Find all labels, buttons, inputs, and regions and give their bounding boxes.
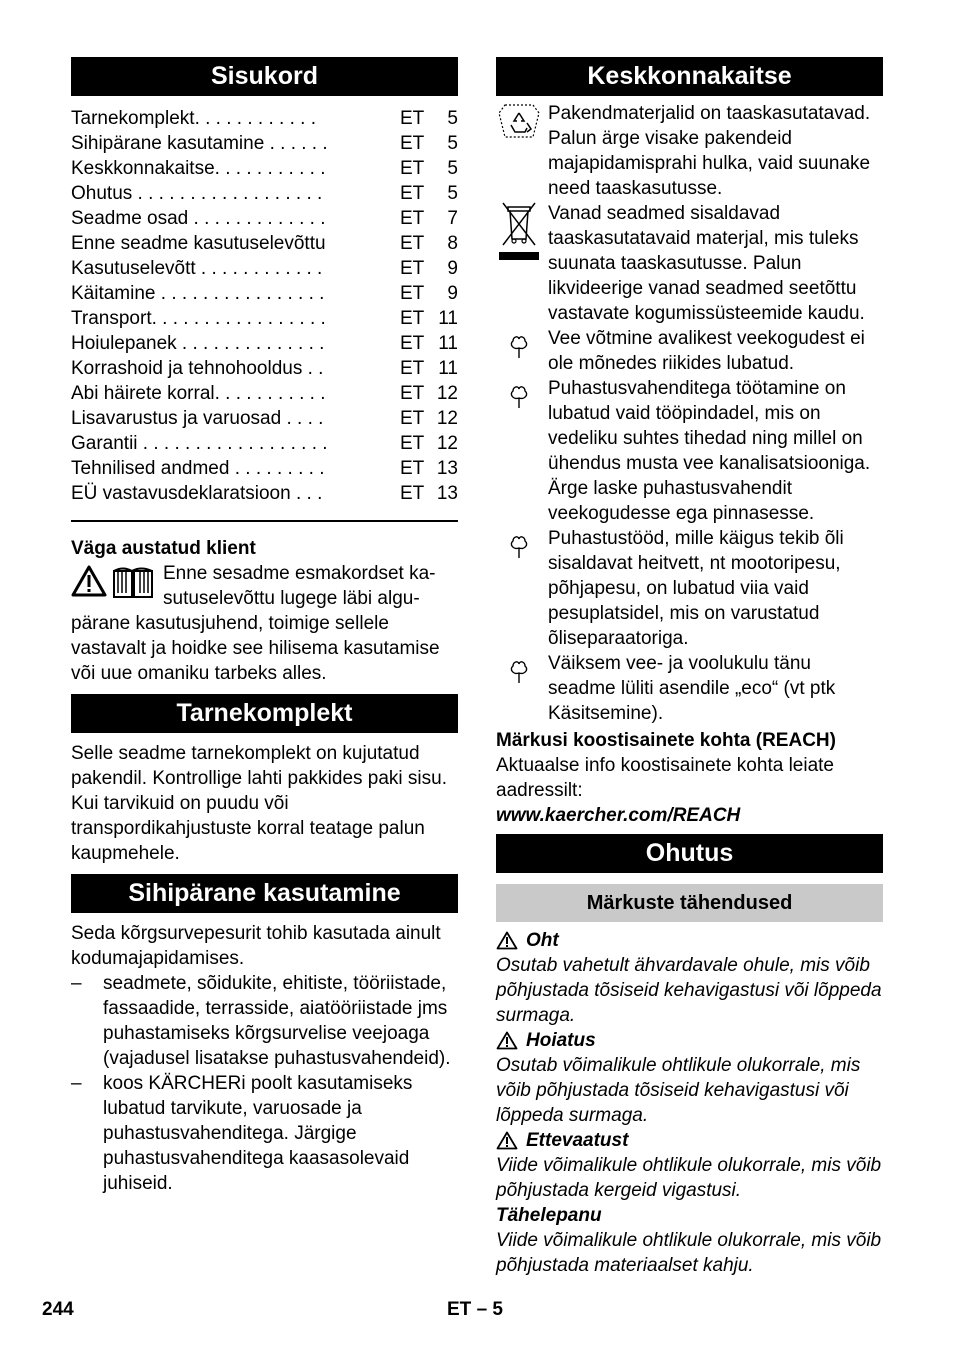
environment-text: Vanad seadmed sisaldavad taaskasutatavaid materjal, mis tuleks suunata taaskasutusse. Palun likvideerige vanad seadmed seetõttu vastavate kogumissüsteemide kaudu. [548, 203, 865, 324]
toc-row[interactable] [71, 331, 458, 356]
toc-row[interactable] [71, 306, 458, 331]
note-item [496, 1128, 883, 1203]
toc-entry-lang: ET [400, 258, 425, 279]
toc-entry-page: 9 [447, 283, 458, 304]
toc-entry-title [71, 306, 347, 331]
toc-entry-page: 5 [447, 183, 458, 204]
sihiparane-list [71, 971, 458, 1196]
leaf-icon [496, 376, 542, 410]
toc-title-text: Seadme osad [71, 208, 189, 229]
toc-entry-page: 5 [447, 133, 458, 154]
toc-entry-title [71, 156, 347, 181]
toc-entry-lang: ET [400, 183, 425, 204]
toc-title-text: Enne seadme kasutuselevõttu [71, 233, 326, 254]
left-column [71, 57, 458, 1196]
toc-title-text: Ohutus [71, 183, 133, 204]
toc-leader-dots: . . . . . . . . . [229, 458, 325, 479]
intro-line1: Enne sesadme esmakordset ka- [163, 563, 436, 584]
note-item [496, 1203, 883, 1278]
environment-text: Pakendmaterjalid on taaskasutatavad. Palun ärge visake pakendeid majapidamisprahi hulka, vaid suunake need taaskasutusse. [548, 103, 871, 199]
toc-entry-lang: ET [400, 408, 425, 429]
note-label: Ettevaatust [526, 1130, 629, 1151]
toc-heading: Sisukord [71, 57, 458, 96]
toc-entry-lang: ET [400, 158, 425, 179]
markuste-subheading: Märkuste tähendused [496, 884, 883, 922]
note-label: Hoiatus [526, 1030, 596, 1051]
note-text: Osutab võimalikule ohtlikule olukorrale, mis võib põhjustada tõsiseid kehavigastusi või lõppeda surmaga. [496, 1055, 861, 1126]
toc-entry-lang: ET [400, 433, 425, 454]
toc-entry-page: 11 [438, 358, 458, 379]
toc-entry-page: 8 [447, 233, 458, 254]
toc-row[interactable] [71, 256, 458, 281]
toc-entry-page: 11 [438, 333, 458, 354]
toc-entry-lang: ET [400, 333, 425, 354]
toc-entry-title [71, 456, 347, 481]
read-manual-icon [111, 565, 155, 601]
environment-item [496, 526, 883, 651]
note-label: Oht [526, 930, 559, 951]
note-text: Viide võimalikule ohtlikule olukorrale, mis võib põhjustada kergeid vigastusi. [496, 1155, 882, 1201]
toc-row[interactable] [71, 431, 458, 456]
toc-title-text: EÜ vastavusdeklaratsioon [71, 483, 291, 504]
toc-row[interactable] [71, 456, 458, 481]
toc-entry-lang: ET [400, 108, 425, 129]
toc-title-text: Garantii [71, 433, 138, 454]
environment-item [496, 651, 883, 726]
list-item: – koos KÄRCHERi poolt kasutamiseks lubatud tarvikute, varuosade ja puhastusvahenditega. Järgige puhastusvahenditega kaasasolevaid juhiseid. [71, 1071, 458, 1196]
toc-row[interactable] [71, 406, 458, 431]
toc-entry-page: 12 [436, 383, 458, 404]
toc-entry-title [71, 106, 347, 131]
toc-leader-dots: . . . . . . . . . . . . . . . . . . [137, 433, 328, 454]
toc-leader-dots: . . . . . . . . . . . [214, 383, 326, 404]
tarnekomplekt-p1: Selle seadme tarnekomplekt on kujutatud pakendil. Kontrollige lahti pakkides paki sisu. [71, 743, 447, 789]
leaf-icon [496, 526, 542, 560]
section-code: ET [447, 1299, 472, 1320]
toc-entry-page: 5 [447, 108, 458, 129]
toc-leader-dots: . . . . . . . . . . . . . [188, 208, 326, 229]
toc-entry-page: 9 [447, 258, 458, 279]
toc-entry-title [71, 256, 347, 281]
toc-row[interactable] [71, 356, 458, 381]
toc-title-text: Korrashoid ja tehnohooldus [71, 358, 303, 379]
toc-title-text: Sihipärane kasutamine [71, 133, 265, 154]
toc-leader-dots: . . . [290, 483, 323, 504]
toc-title-text: Tehnilised andmed [71, 458, 230, 479]
toc-title-text: Abi häirete korral [71, 383, 215, 404]
environment-text: Väiksem vee- ja voolukulu tänu seadme lüliti asendile „eco“ (vt ptk Käsitsemine). [548, 653, 836, 724]
intro-warning-block [71, 561, 458, 611]
leaf-icon [496, 326, 542, 360]
intro-rest: pärane kasutusjuhend, toimige sellele vastavalt ja hoidke see hilisema kasutamise või uue omaniku tarbeks alles. [71, 613, 440, 684]
toc-entry-lang: ET [400, 208, 425, 229]
warning-triangle-icon [496, 931, 518, 950]
reach-text: Aktuaalse info koostisainete kohta leiate aadressilt: [496, 755, 834, 801]
toc-entry-page: 5 [447, 158, 458, 179]
warning-triangle-icon [496, 1031, 518, 1050]
environment-text: Puhastusvahenditega töötamine on lubatud vaid tööpindadel, mis on vedeliku suhtes tihedad ning millel on ühendus musta vee kanalisatsiooniga. Ärge laske puhastusvahendit veekogudesse ega pinnasesse. [548, 378, 871, 524]
section-page-label [447, 1297, 503, 1322]
toc-title-text: Transport [71, 308, 152, 329]
note-label: Tähelepanu [496, 1205, 602, 1226]
sihiparane-heading: Sihipärane kasutamine [71, 874, 458, 913]
toc-entry-lang: ET [400, 133, 425, 154]
sihiparane-p1: Seda kõrgsurvepesurit tohib kasutada ainult kodumajapidamises. [71, 923, 441, 969]
environment-item [496, 101, 883, 201]
ohutus-heading: Ohutus [496, 834, 883, 873]
list-item: – seadmete, sõidukite, ehitiste, tööriistade, fassaadide, terrasside, aiatööriistade jms puhastamiseks kõrgsurvelise veejoaga (vajadusel lisatakse puhastusvahendeid). [71, 971, 458, 1071]
toc-entry-title [71, 406, 347, 431]
warning-triangle-icon [496, 1131, 518, 1150]
toc-entry-title [71, 181, 347, 206]
recycle-icon [496, 101, 542, 141]
toc-leader-dots: . . . . . . . . . . . . [195, 258, 323, 279]
toc-row[interactable] [71, 156, 458, 181]
toc-row[interactable] [71, 231, 458, 256]
page-number: 244 [42, 1299, 74, 1320]
toc-leader-dots: . . . . . . . . . . . . . . . . . . [132, 183, 323, 204]
toc-entry-lang: ET [400, 308, 425, 329]
toc-leader-dots: . . [302, 358, 324, 379]
right-column [496, 57, 883, 1278]
keskkonnakaitse-heading: Keskkonnakaitse [496, 57, 883, 96]
toc-entry-title [71, 331, 347, 356]
divider [71, 520, 458, 522]
toc-title-text: Käitamine [71, 283, 156, 304]
crossed-bin-icon [496, 201, 542, 261]
warning-manual-icons [71, 561, 163, 611]
toc-leader-dots: . . . . . . [264, 133, 328, 154]
toc-entry-title [71, 431, 347, 456]
intro-title: Väga austatud klient [71, 538, 256, 559]
toc-row[interactable] [71, 131, 458, 156]
toc-entry-title [71, 356, 347, 381]
note-item [496, 1028, 883, 1128]
toc-entry-lang: ET [400, 283, 425, 304]
toc-title-text: Lisavarustus ja varuosad [71, 408, 282, 429]
table-of-contents [71, 106, 458, 506]
toc-entry-lang: ET [400, 483, 425, 504]
toc-title-text: Kasutuselevõtt [71, 258, 196, 279]
toc-entry-page: 13 [436, 458, 458, 479]
tarnekomplekt-p2: Kui tarvikuid on puudu või transpordikahjustuste korral teatage palun kaupmehele. [71, 793, 425, 864]
warning-triangle-icon [71, 565, 107, 597]
toc-entry-title [71, 131, 347, 156]
toc-entry-title [71, 281, 347, 306]
toc-row[interactable] [71, 281, 458, 306]
toc-entry-lang: ET [400, 233, 425, 254]
environment-item [496, 326, 883, 376]
toc-leader-dots: . . . . [281, 408, 324, 429]
leaf-icon [496, 651, 542, 685]
section-page: – 5 [476, 1299, 503, 1320]
note-text: Viide võimalikule ohtlikule olukorrale, mis võib põhjustada materiaalset kahju. [496, 1230, 882, 1276]
toc-entry-lang: ET [400, 383, 425, 404]
toc-leader-dots: . . . . . . . . . . . . [194, 108, 316, 129]
environment-item [496, 376, 883, 526]
toc-title-text: Hoiulepanek [71, 333, 177, 354]
toc-title-text: Keskkonnakaitse [71, 158, 215, 179]
toc-entry-page: 11 [438, 308, 458, 329]
toc-entry-lang: ET [400, 358, 425, 379]
toc-row[interactable] [71, 381, 458, 406]
note-text: Osutab vahetult ähvardavale ohule, mis võib põhjustada tõsiseid kehavigastusi või lõppeda surmaga. [496, 955, 882, 1026]
toc-entry-title [71, 231, 347, 256]
note-item [496, 928, 883, 1028]
toc-entry-page: 12 [436, 433, 458, 454]
toc-leader-dots: . . . . . . . . . . . [214, 158, 326, 179]
toc-entry-title [71, 481, 347, 506]
toc-row[interactable] [71, 181, 458, 206]
environment-item [496, 201, 883, 326]
toc-title-text: Tarnekomplekt [71, 108, 195, 129]
toc-leader-dots: . . . . . . . . . . . . . . . . . [151, 308, 326, 329]
environment-text: Puhastustööd, mille käigus tekib õli sisaldavat heitvett, nt mootoripesu, põhjapesu, on lubatud viia vaid pesuplatsidel, mis on varustatud õliseparaatoriga. [548, 528, 844, 649]
toc-entry-title [71, 381, 347, 406]
reach-link[interactable]: www.kaercher.com/REACH [496, 805, 741, 826]
toc-row[interactable] [71, 106, 458, 131]
toc-row[interactable] [71, 206, 458, 231]
environment-text: Vee võtmine avalikest veekogudest ei ole mõnedes riikides lubatud. [548, 328, 865, 374]
toc-entry-page: 7 [447, 208, 458, 229]
toc-entry-page: 13 [436, 483, 458, 504]
intro-line2: sutuselevõttu lugege läbi algu- [163, 588, 420, 609]
toc-leader-dots: . . . . . . . . . . . . . . [176, 333, 325, 354]
environment-list [496, 101, 883, 726]
toc-row[interactable] [71, 481, 458, 506]
toc-entry-title [71, 206, 347, 231]
toc-leader-dots: . . . . . . . . . . . . . . . . [155, 283, 325, 304]
toc-entry-lang: ET [400, 458, 425, 479]
reach-title: Märkusi koostisainete kohta (REACH) [496, 730, 836, 751]
notes-list [496, 928, 883, 1278]
tarnekomplekt-heading: Tarnekomplekt [71, 694, 458, 733]
toc-entry-page: 12 [436, 408, 458, 429]
